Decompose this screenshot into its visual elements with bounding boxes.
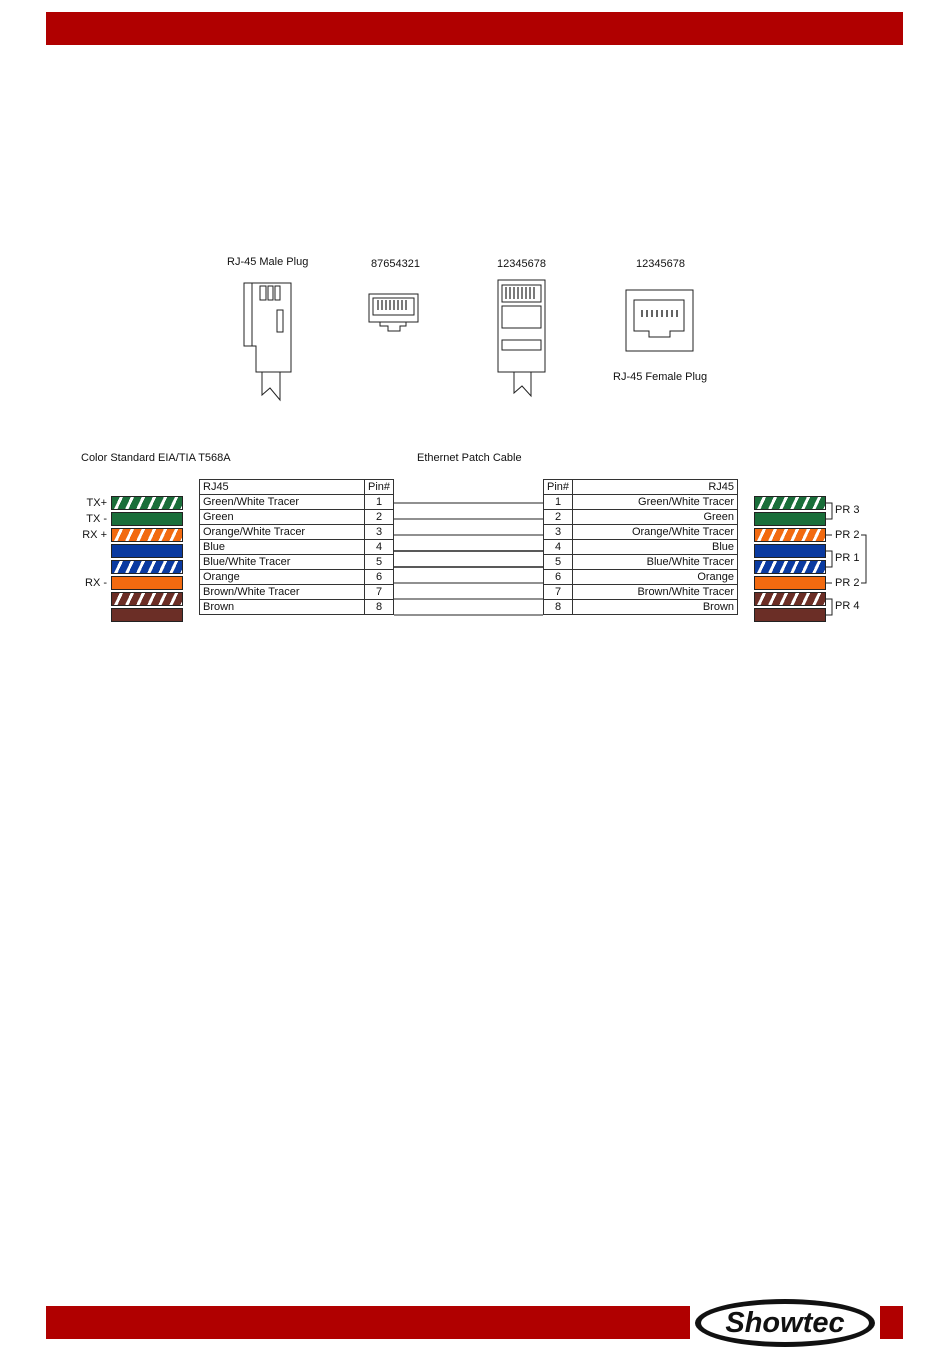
- table-header-row: [200, 480, 394, 495]
- pin-number: 7: [544, 585, 573, 600]
- wire-color-swatch: [754, 608, 826, 622]
- wire-color-name: Brown/White Tracer: [200, 585, 365, 600]
- pin-number: 8: [365, 600, 394, 615]
- male-plug-side-view: [244, 283, 291, 400]
- table-row: [544, 555, 738, 570]
- wire-color-swatch: [754, 544, 826, 558]
- wire-color-name: Brown: [573, 600, 738, 615]
- wire-color-name: Orange/White Tracer: [573, 525, 738, 540]
- table-row: [200, 555, 394, 570]
- pair-label: PR 4: [835, 600, 860, 612]
- footer-bar: [46, 1306, 690, 1339]
- table-row: [544, 570, 738, 585]
- pair-bracket: [826, 503, 832, 519]
- table-row: [200, 585, 394, 600]
- footer-bar-end: [880, 1306, 903, 1339]
- wire-color-swatch: [111, 576, 183, 590]
- table-row: [200, 510, 394, 525]
- table-row: [200, 600, 394, 615]
- table-row: [544, 525, 738, 540]
- wire-color-swatch: [111, 496, 183, 510]
- wire-color-swatch: [754, 576, 826, 590]
- female-jack-view: [626, 290, 693, 351]
- pin-number: 5: [544, 555, 573, 570]
- logo-text: Showtec: [725, 1307, 845, 1339]
- wire-color-swatch: [754, 592, 826, 606]
- wire-color-swatch: [754, 560, 826, 574]
- showtec-logo: [692, 1296, 878, 1350]
- table-row: [544, 600, 738, 615]
- wire-color-name: Brown/White Tracer: [573, 585, 738, 600]
- wire-color-name: Blue/White Tracer: [573, 555, 738, 570]
- pair-bracket: [826, 599, 832, 615]
- wire-color-name: Blue: [573, 540, 738, 555]
- wire-color-name: Green: [200, 510, 365, 525]
- pin-number: 6: [365, 570, 394, 585]
- pin-number: 7: [365, 585, 394, 600]
- pair-label: PR 1: [835, 552, 860, 564]
- wire-color-swatch: [754, 528, 826, 542]
- table-row: [200, 495, 394, 510]
- wire-color-name: Orange/White Tracer: [200, 525, 365, 540]
- wire-color-swatch: [111, 544, 183, 558]
- pair-bracket: [861, 535, 866, 583]
- signal-label: RX +: [82, 529, 107, 541]
- rj45-header: RJ45: [573, 480, 738, 495]
- table-row: [544, 585, 738, 600]
- pair-label: PR 2: [835, 529, 860, 541]
- table-row: [544, 540, 738, 555]
- wire-color-name: Orange: [573, 570, 738, 585]
- wire-color-swatch: [754, 512, 826, 526]
- male-plug-label: RJ-45 Male Plug: [227, 256, 309, 268]
- female-plug-label: RJ-45 Female Plug: [613, 371, 708, 383]
- wire-color-name: Blue: [200, 540, 365, 555]
- signal-label: TX+: [86, 497, 107, 509]
- pin-number: 6: [544, 570, 573, 585]
- wire-color-name: Orange: [200, 570, 365, 585]
- pair-label: PR 3: [835, 504, 860, 516]
- table-row: [200, 540, 394, 555]
- rj45-header: RJ45: [200, 480, 365, 495]
- pin-number: 5: [365, 555, 394, 570]
- table-row: [544, 510, 738, 525]
- wire-color-swatch: [111, 512, 183, 526]
- pin-order-label: 12345678: [636, 258, 685, 270]
- pin-header: Pin#: [365, 480, 394, 495]
- pin-header: Pin#: [544, 480, 573, 495]
- plug-top-view: [498, 280, 545, 396]
- color-standard-title: Color Standard EIA/TIA T568A: [81, 452, 231, 464]
- pin-number: 2: [544, 510, 573, 525]
- signal-label: TX -: [86, 513, 107, 525]
- pin-number: 1: [365, 495, 394, 510]
- wire-color-swatch: [754, 496, 826, 510]
- table-header-row: [544, 480, 738, 495]
- plug-pin-end-view: [369, 294, 418, 331]
- signal-label: RX -: [85, 577, 107, 589]
- patch-cable-title: Ethernet Patch Cable: [417, 452, 522, 464]
- wire-color-swatch: [111, 608, 183, 622]
- pin-order-label: 12345678: [497, 258, 546, 270]
- table-row: [544, 495, 738, 510]
- pin-number: 4: [365, 540, 394, 555]
- pair-bracket: [826, 551, 832, 567]
- left-pinout-table: [199, 479, 394, 615]
- wire-color-swatch: [111, 528, 183, 542]
- pin-number: 8: [544, 600, 573, 615]
- pin-number: 3: [544, 525, 573, 540]
- wire-color-name: Green: [573, 510, 738, 525]
- wire-color-swatch: [111, 592, 183, 606]
- wire-color-swatch: [111, 560, 183, 574]
- pin-order-label: 87654321: [371, 258, 420, 270]
- wire-color-name: Green/White Tracer: [200, 495, 365, 510]
- wire-color-name: Blue/White Tracer: [200, 555, 365, 570]
- table-row: [200, 570, 394, 585]
- pin-number: 3: [365, 525, 394, 540]
- table-row: [200, 525, 394, 540]
- pair-label: PR 2: [835, 577, 860, 589]
- pin-number: 2: [365, 510, 394, 525]
- right-pinout-table: [543, 479, 738, 615]
- rj45-connector-drawings: [0, 0, 950, 430]
- wire-color-name: Brown: [200, 600, 365, 615]
- wire-color-name: Green/White Tracer: [573, 495, 738, 510]
- pin-number: 1: [544, 495, 573, 510]
- pin-number: 4: [544, 540, 573, 555]
